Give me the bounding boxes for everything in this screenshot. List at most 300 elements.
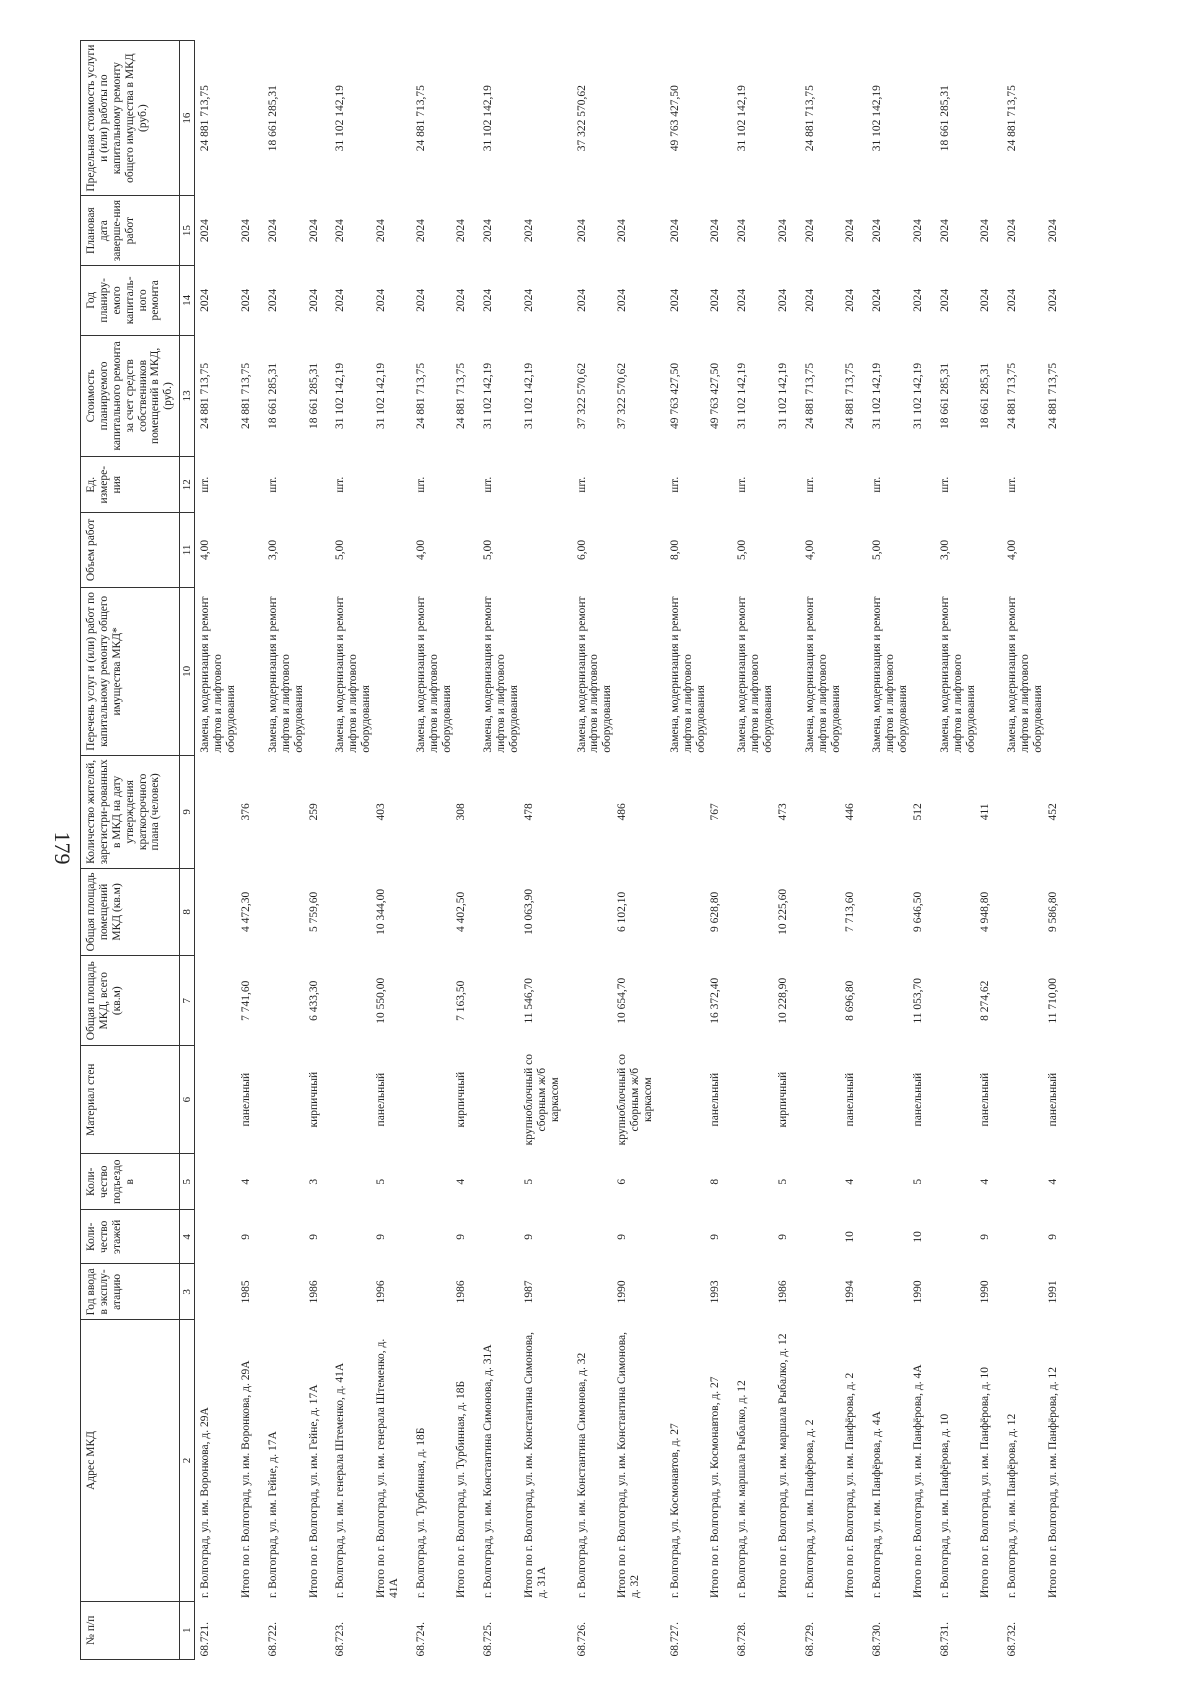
- cost-cell: 18 661 285,31: [266, 362, 279, 429]
- empty-cell: [195, 868, 239, 956]
- empty-cell: [867, 956, 911, 1046]
- entrances-cell: 6: [616, 1178, 629, 1185]
- entrances-cell: 4: [455, 1178, 468, 1185]
- cost-cell: 24 881 713,75: [199, 362, 212, 429]
- limit-cost-cell: 31 102 142,19: [482, 85, 495, 152]
- limit-cost-cell: 37 322 570,62: [575, 85, 588, 152]
- total-address-cell: Итого по г. Волгоград, ул. им. Панфёрова, д. 10: [979, 1366, 992, 1599]
- column-number-10: 10: [180, 587, 195, 756]
- total-plan-year-cell: 2024: [455, 288, 468, 312]
- empty-cell: [776, 457, 800, 513]
- total-cost-cell: 31 102 142,19: [776, 362, 789, 429]
- total-plan-year-cell: 2024: [616, 288, 629, 312]
- floors-cell: 9: [709, 1233, 722, 1240]
- end-year-cell: 2024: [266, 219, 279, 243]
- total-end-year-cell: 2024: [911, 219, 924, 243]
- unit-cell: шт.: [803, 476, 816, 493]
- rooms-area-cell: 4 472,30: [240, 891, 253, 933]
- empty-cell: [732, 756, 776, 868]
- total-cost-cell: 24 881 713,75: [844, 362, 857, 429]
- column-number-6: 6: [180, 1046, 195, 1154]
- residents-cell: 512: [911, 803, 924, 821]
- floors-cell: 9: [616, 1233, 629, 1240]
- limit-cost-cell: 18 661 285,31: [266, 85, 279, 152]
- address-cell: г. Волгоград, ул. им. Панфёрова, д. 12: [1006, 1413, 1019, 1599]
- row-number: 68.722.: [266, 1622, 279, 1657]
- total-area-cell: 11 546,70: [522, 977, 535, 1024]
- total-end-year-cell: 2024: [522, 219, 535, 243]
- column-number-7: 7: [180, 956, 195, 1046]
- total-end-year-cell: 2024: [709, 219, 722, 243]
- volume-cell: 5,00: [736, 539, 749, 560]
- empty-cell: [732, 1210, 776, 1264]
- empty-cell: [978, 587, 1002, 756]
- table-row-item: [732, 41, 776, 1660]
- address-cell: г. Волгоград, ул. им. Константина Симонова, д. 32: [575, 1352, 588, 1599]
- total-end-year-cell: 2024: [616, 219, 629, 243]
- total-address-cell: Итого по г. Волгоград, ул. им. маршала Рыбалко, д. 12: [776, 1333, 789, 1599]
- row-number: 68.730.: [871, 1622, 884, 1657]
- total-address-cell: Итого по г. Волгоград, ул. им. Панфёрова, д. 12: [1046, 1366, 1059, 1599]
- empty-cell: [843, 41, 867, 196]
- column-header-12: Ед. измере-ния: [81, 457, 180, 513]
- total-plan-year-cell: 2024: [1046, 288, 1059, 312]
- year-built-cell: 1985: [240, 1280, 253, 1304]
- address-cell: г. Волгоград, ул. Турбинная, д. 18Б: [414, 1427, 427, 1599]
- work-cell: Замена, модернизация и ремонт лифтов и лифтового оборудования: [871, 596, 910, 753]
- empty-cell: [935, 956, 979, 1046]
- row-number: 68.723.: [334, 1622, 347, 1657]
- limit-cost-cell: 31 102 142,19: [334, 85, 347, 152]
- column-number-row: [180, 41, 195, 1660]
- volume-cell: 5,00: [334, 539, 347, 560]
- empty-cell: [478, 756, 522, 868]
- wall-material-cell: кирпичный: [455, 1071, 468, 1128]
- end-year-cell: 2024: [1006, 219, 1019, 243]
- end-year-cell: 2024: [199, 219, 212, 243]
- limit-cost-cell: 31 102 142,19: [736, 85, 749, 152]
- table-row-total: [522, 41, 572, 1660]
- empty-cell: [1046, 457, 1070, 513]
- plan-year-cell: 2024: [482, 288, 495, 312]
- empty-cell: [867, 1046, 911, 1154]
- empty-cell: [411, 1210, 455, 1264]
- empty-cell: [843, 587, 867, 756]
- empty-cell: [935, 1264, 979, 1320]
- end-year-cell: 2024: [482, 219, 495, 243]
- address-cell: г. Волгоград, ул. им. Константина Симонова, д. 31А: [482, 1344, 495, 1599]
- column-number-15: 15: [180, 196, 195, 266]
- volume-cell: 4,00: [803, 539, 816, 560]
- column-number-1: 1: [180, 1601, 195, 1659]
- entrances-cell: 8: [709, 1178, 722, 1185]
- empty-cell: [478, 1210, 522, 1264]
- empty-cell: [1002, 956, 1046, 1046]
- plan-year-cell: 2024: [736, 288, 749, 312]
- rooms-area-cell: 5 759,60: [307, 891, 320, 933]
- volume-cell: 4,00: [199, 539, 212, 560]
- empty-cell: [374, 513, 411, 587]
- empty-cell: [572, 1046, 616, 1154]
- empty-cell: [800, 1154, 844, 1210]
- total-area-cell: 10 228,90: [776, 977, 789, 1024]
- year-built-cell: 1990: [911, 1280, 924, 1304]
- end-year-cell: 2024: [938, 219, 951, 243]
- address-cell: г. Волгоград, ул. им. Панфёрова, д. 4А: [871, 1411, 884, 1599]
- empty-cell: [454, 513, 478, 587]
- column-header-5: Коли-чество подъездо в: [81, 1154, 180, 1210]
- empty-cell: [411, 1154, 455, 1210]
- unit-cell: шт.: [334, 476, 347, 493]
- unit-cell: шт.: [482, 476, 495, 493]
- wall-material-cell: панельный: [709, 1072, 722, 1127]
- end-year-cell: 2024: [575, 219, 588, 243]
- table-row-total: [239, 41, 263, 1660]
- volume-cell: 3,00: [266, 539, 279, 560]
- empty-cell: [522, 457, 572, 513]
- empty-cell: [978, 457, 1002, 513]
- row-number: 68.729.: [803, 1622, 816, 1657]
- empty-cell: [454, 1601, 478, 1659]
- empty-cell: [732, 956, 776, 1046]
- column-header-3: Год ввода в эксплу-атацию: [81, 1264, 180, 1320]
- empty-cell: [478, 1264, 522, 1320]
- entrances-cell: 3: [307, 1178, 320, 1185]
- total-end-year-cell: 2024: [844, 219, 857, 243]
- column-header-7: Общая площадь МКД, всего (кв.м): [81, 956, 180, 1046]
- empty-cell: [935, 1154, 979, 1210]
- row-number: 68.728.: [736, 1622, 749, 1657]
- plan-year-cell: 2024: [871, 288, 884, 312]
- table-row-item: [478, 41, 522, 1660]
- column-header-9: Количество жителей, зарегистри-рованных в МКД на дату утверждения краткосрочного плана (человек): [81, 756, 180, 868]
- total-plan-year-cell: 2024: [844, 288, 857, 312]
- volume-cell: 3,00: [938, 539, 951, 560]
- total-area-cell: 7 163,50: [455, 980, 468, 1021]
- total-area-cell: 8 274,62: [979, 980, 992, 1021]
- table-row-item: [665, 41, 709, 1660]
- total-area-cell: 8 696,80: [844, 980, 857, 1021]
- empty-cell: [195, 756, 239, 868]
- column-header-14: Год планиру-емого капиталь-ного ремонта: [81, 265, 180, 335]
- end-year-cell: 2024: [871, 219, 884, 243]
- empty-cell: [800, 1046, 844, 1154]
- wall-material-cell: панельный: [240, 1072, 253, 1127]
- year-built-cell: 1986: [776, 1280, 789, 1304]
- residents-cell: 473: [776, 803, 789, 821]
- work-cell: Замена, модернизация и ремонт лифтов и лифтового оборудования: [668, 596, 707, 753]
- empty-cell: [665, 1264, 709, 1320]
- unit-cell: шт.: [414, 476, 427, 493]
- empty-cell: [1002, 1210, 1046, 1264]
- total-end-year-cell: 2024: [776, 219, 789, 243]
- empty-cell: [615, 41, 665, 196]
- floors-cell: 9: [240, 1233, 253, 1240]
- empty-cell: [263, 868, 307, 956]
- work-cell: Замена, модернизация и ремонт лифтов и лифтового оборудования: [199, 596, 238, 753]
- address-cell: г. Волгоград, ул. Космонавтов, д. 27: [668, 1423, 681, 1599]
- empty-cell: [615, 457, 665, 513]
- empty-cell: [330, 1264, 374, 1320]
- empty-cell: [478, 956, 522, 1046]
- empty-cell: [776, 41, 800, 196]
- column-header-4: Коли-чество этажей: [81, 1210, 180, 1264]
- empty-cell: [239, 513, 263, 587]
- table-row-total: [1046, 41, 1070, 1660]
- residents-cell: 478: [522, 803, 535, 821]
- empty-cell: [522, 513, 572, 587]
- empty-cell: [732, 868, 776, 956]
- cost-cell: 49 763 427,50: [668, 362, 681, 429]
- empty-cell: [615, 587, 665, 756]
- column-number-8: 8: [180, 868, 195, 956]
- table-row-total: [708, 41, 732, 1660]
- total-address-cell: Итого по г. Волгоград, ул. им. Панфёрова, д. 2: [844, 1372, 857, 1599]
- empty-cell: [1002, 1046, 1046, 1154]
- empty-cell: [330, 756, 374, 868]
- unit-cell: шт.: [575, 476, 588, 493]
- address-cell: г. Волгоград, ул. им. маршала Рыбалко, д. 12: [736, 1380, 749, 1599]
- empty-cell: [1002, 1154, 1046, 1210]
- table-row-item: [800, 41, 844, 1660]
- empty-cell: [935, 1210, 979, 1264]
- table-row-total: [374, 41, 411, 1660]
- end-year-cell: 2024: [736, 219, 749, 243]
- plan-year-cell: 2024: [414, 288, 427, 312]
- wall-material-cell: панельный: [979, 1072, 992, 1127]
- work-cell: Замена, модернизация и ремонт лифтов и лифтового оборудования: [266, 596, 305, 753]
- total-plan-year-cell: 2024: [979, 288, 992, 312]
- total-plan-year-cell: 2024: [911, 288, 924, 312]
- wall-material-cell: панельный: [1046, 1072, 1059, 1127]
- total-cost-cell: 24 881 713,75: [1046, 362, 1059, 429]
- plan-year-cell: 2024: [938, 288, 951, 312]
- empty-cell: [411, 756, 455, 868]
- column-header-13: Стоимость планируемого капитального ремонта за счет средств собственников помещений в МКД, (руб.): [81, 335, 180, 456]
- column-number-11: 11: [180, 513, 195, 587]
- empty-cell: [195, 1210, 239, 1264]
- end-year-cell: 2024: [668, 219, 681, 243]
- empty-cell: [911, 587, 935, 756]
- table-row-item: [867, 41, 911, 1660]
- empty-cell: [708, 587, 732, 756]
- work-cell: Замена, модернизация и ремонт лифтов и лифтового оборудования: [575, 596, 614, 753]
- entrances-cell: 4: [979, 1178, 992, 1185]
- cost-cell: 31 102 142,19: [736, 362, 749, 429]
- empty-cell: [867, 868, 911, 956]
- floors-cell: 9: [375, 1233, 388, 1240]
- row-number: 68.721.: [199, 1622, 212, 1657]
- end-year-cell: 2024: [414, 219, 427, 243]
- empty-cell: [867, 756, 911, 868]
- empty-cell: [330, 868, 374, 956]
- empty-cell: [800, 756, 844, 868]
- table-row-item: [263, 41, 307, 1660]
- empty-cell: [843, 513, 867, 587]
- unit-cell: шт.: [736, 476, 749, 493]
- total-address-cell: Итого по г. Волгоград, ул. Космонавтов, д. 27: [709, 1376, 722, 1599]
- empty-cell: [522, 41, 572, 196]
- limit-cost-cell: 49 763 427,50: [668, 85, 681, 152]
- total-end-year-cell: 2024: [240, 219, 253, 243]
- column-header-11: Объем работ: [81, 513, 180, 587]
- empty-cell: [708, 41, 732, 196]
- entrances-cell: 5: [911, 1178, 924, 1185]
- empty-cell: [263, 1046, 307, 1154]
- column-number-2: 2: [180, 1320, 195, 1601]
- empty-cell: [911, 513, 935, 587]
- column-number-14: 14: [180, 265, 195, 335]
- column-header-6: Материал стен: [81, 1046, 180, 1154]
- empty-cell: [478, 868, 522, 956]
- empty-cell: [800, 956, 844, 1046]
- wall-material-cell: панельный: [375, 1072, 388, 1127]
- limit-cost-cell: 24 881 713,75: [803, 85, 816, 152]
- unit-cell: шт.: [266, 476, 279, 493]
- empty-cell: [732, 1046, 776, 1154]
- empty-cell: [1002, 1264, 1046, 1320]
- residents-cell: 376: [240, 803, 253, 821]
- unit-cell: шт.: [1006, 476, 1019, 493]
- capital-repair-table: [80, 40, 1070, 1660]
- empty-cell: [615, 1601, 665, 1659]
- rooms-area-cell: 10 344,00: [375, 888, 388, 935]
- unit-cell: шт.: [199, 476, 212, 493]
- total-cost-cell: 31 102 142,19: [522, 362, 535, 429]
- empty-cell: [572, 1154, 616, 1210]
- column-header-2: Адрес МКД: [81, 1320, 180, 1601]
- rooms-area-cell: 4 402,50: [455, 891, 468, 933]
- row-number: 68.727.: [668, 1622, 681, 1657]
- year-built-cell: 1990: [616, 1280, 629, 1304]
- cost-cell: 31 102 142,19: [482, 362, 495, 429]
- empty-cell: [665, 756, 709, 868]
- empty-cell: [911, 1601, 935, 1659]
- limit-cost-cell: 18 661 285,31: [938, 85, 951, 152]
- volume-cell: 6,00: [575, 539, 588, 560]
- empty-cell: [239, 587, 263, 756]
- total-area-cell: 16 372,40: [709, 977, 722, 1024]
- empty-cell: [330, 1210, 374, 1264]
- empty-cell: [411, 868, 455, 956]
- plan-year-cell: 2024: [1006, 288, 1019, 312]
- plan-year-cell: 2024: [334, 288, 347, 312]
- empty-cell: [732, 1154, 776, 1210]
- total-plan-year-cell: 2024: [776, 288, 789, 312]
- floors-cell: 10: [844, 1231, 857, 1243]
- total-cost-cell: 18 661 285,31: [979, 362, 992, 429]
- empty-cell: [1046, 41, 1070, 196]
- empty-cell: [522, 587, 572, 756]
- empty-cell: [867, 1154, 911, 1210]
- table-row-item: [330, 41, 374, 1660]
- total-end-year-cell: 2024: [375, 219, 388, 243]
- year-built-cell: 1990: [979, 1280, 992, 1304]
- empty-cell: [239, 457, 263, 513]
- empty-cell: [374, 457, 411, 513]
- cost-cell: 18 661 285,31: [938, 362, 951, 429]
- rooms-area-cell: 4 948,80: [979, 891, 992, 933]
- residents-cell: 452: [1046, 803, 1059, 821]
- plan-year-cell: 2024: [199, 288, 212, 312]
- total-plan-year-cell: 2024: [307, 288, 320, 312]
- empty-cell: [454, 587, 478, 756]
- year-built-cell: 1987: [522, 1280, 535, 1304]
- page-number: 179: [50, 831, 75, 865]
- total-address-cell: Итого по г. Волгоград, ул. им. Константина Симонова, д. 31А: [522, 1331, 548, 1599]
- total-address-cell: Итого по г. Волгоград, ул. Турбинная, д. 18Б: [455, 1380, 468, 1599]
- residents-cell: 308: [455, 803, 468, 821]
- empty-cell: [867, 1264, 911, 1320]
- row-number: 68.731.: [938, 1622, 951, 1657]
- empty-cell: [411, 1046, 455, 1154]
- empty-cell: [478, 1046, 522, 1154]
- floors-cell: 9: [522, 1233, 535, 1240]
- empty-cell: [615, 513, 665, 587]
- address-cell: г. Волгоград, ул. им. Панфёрова, д. 2: [803, 1419, 816, 1599]
- empty-cell: [411, 956, 455, 1046]
- empty-cell: [195, 1046, 239, 1154]
- total-plan-year-cell: 2024: [709, 288, 722, 312]
- empty-cell: [478, 1154, 522, 1210]
- entrances-cell: 5: [375, 1178, 388, 1185]
- empty-cell: [665, 956, 709, 1046]
- table-row-item: [195, 41, 239, 1660]
- rooms-area-cell: 7 713,60: [844, 891, 857, 933]
- year-built-cell: 1986: [307, 1280, 320, 1304]
- empty-cell: [978, 1601, 1002, 1659]
- end-year-cell: 2024: [334, 219, 347, 243]
- wall-material-cell: кирпичный: [776, 1071, 789, 1128]
- empty-cell: [239, 41, 263, 196]
- empty-cell: [572, 956, 616, 1046]
- empty-cell: [708, 457, 732, 513]
- total-cost-cell: 31 102 142,19: [911, 362, 924, 429]
- volume-cell: 5,00: [871, 539, 884, 560]
- empty-cell: [263, 1264, 307, 1320]
- work-cell: Замена, модернизация и ремонт лифтов и лифтового оборудования: [938, 596, 977, 753]
- table-row-item: [411, 41, 455, 1660]
- year-built-cell: 1994: [844, 1280, 857, 1304]
- table-row-total: [307, 41, 331, 1660]
- total-address-cell: Итого по г. Волгоград, ул. им. Панфёрова, д. 4А: [911, 1364, 924, 1599]
- empty-cell: [978, 513, 1002, 587]
- entrances-cell: 4: [1046, 1178, 1059, 1185]
- residents-cell: 403: [375, 803, 388, 821]
- floors-cell: 9: [1046, 1233, 1059, 1240]
- empty-cell: [843, 1601, 867, 1659]
- limit-cost-cell: 31 102 142,19: [871, 85, 884, 152]
- empty-cell: [263, 1154, 307, 1210]
- empty-cell: [665, 1154, 709, 1210]
- empty-cell: [195, 1264, 239, 1320]
- empty-cell: [935, 1046, 979, 1154]
- floors-cell: 9: [307, 1233, 320, 1240]
- empty-cell: [572, 868, 616, 956]
- column-header-8: Общая площадь помещений МКД (кв.м): [81, 868, 180, 956]
- wall-material-cell: кирпичный: [307, 1071, 320, 1128]
- total-end-year-cell: 2024: [307, 219, 320, 243]
- column-number-13: 13: [180, 335, 195, 456]
- table-row-item: [572, 41, 616, 1660]
- empty-cell: [374, 1601, 411, 1659]
- empty-cell: [708, 1601, 732, 1659]
- row-number: 68.724.: [414, 1622, 427, 1657]
- total-plan-year-cell: 2024: [240, 288, 253, 312]
- column-header-10: Перечень услуг и (или) работ по капитальному ремонту общего имущества МКД*: [81, 587, 180, 756]
- total-area-cell: 10 654,70: [616, 977, 629, 1024]
- volume-cell: 4,00: [414, 539, 427, 560]
